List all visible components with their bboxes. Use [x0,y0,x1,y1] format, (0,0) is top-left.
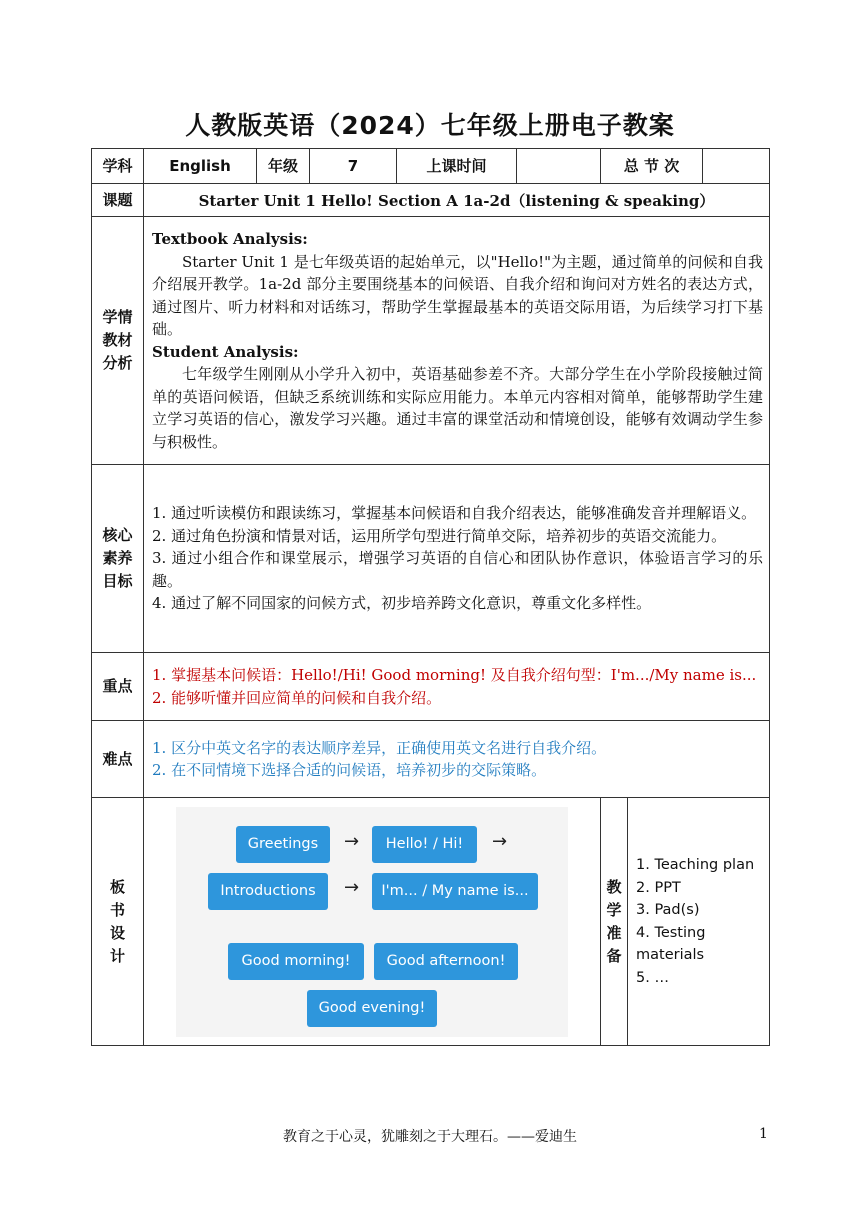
period-label: 总 节 次 [601,149,703,184]
arrow-icon: → [344,876,360,898]
time-label: 上课时间 [397,149,517,184]
student-analysis-text: 七年级学生刚刚从小学升入初中，英语基础参差不齐。大部分学生在小学阶段接触过简单的英语问候语，但缺乏系统训练和实际应用能力。本单元内容相对简单，能够帮助学生建立学习英语的信心，激发学习兴趣。通过丰富的课堂活动和情境创设，能够有效调动学生参与积极性。 [152,365,764,451]
student-analysis-heading: Student Analysis: [152,342,299,361]
chip-greetings: Greetings [236,826,330,863]
analysis-row [92,217,770,465]
time-value [517,149,601,184]
chip-good-afternoon: Good afternoon! [374,943,518,980]
footer-quote: 教育之于心灵，犹雕刻之于大理石。——爱迪生 [283,1129,577,1145]
prep-item-3: 3. Pad(s) [636,902,700,918]
prep-item-4: 4. Testing materials [636,924,706,963]
goals-content [144,465,770,653]
prep-item-5: 5. … [636,969,669,986]
lesson-plan-table [91,148,770,1046]
chip-good-morning: Good morning! [228,943,364,980]
page-number: 1 [759,1126,768,1142]
chip-good-evening: Good evening! [307,990,437,1027]
difficulty-item-1: 1. 区分中英文名字的表达顺序差异，正确使用英文名进行自我介绍。 [152,738,607,757]
textbook-analysis-text: Starter Unit 1 是七年级英语的起始单元，以"Hello!"为主题，通过简单的问候和自我介绍展开教学。1a-2d 部分主要围绕基本的问候语、自我介绍和询问对方姓名的表达方式，通过图片、听力材料和对话练习，帮助学生掌握最基本的英语交际用语，为后续学习打下基础。 [152,252,764,338]
subject-value: English [144,149,257,184]
topic-value: Starter Unit 1 Hello! Section A 1a-2d（listening & speaking） [144,184,770,217]
prep-item-1: 1. Teaching plan [636,857,755,873]
preparation-label: 教 学 准 备 [601,798,628,1046]
period-value [703,149,770,184]
key-point-item-1: 1. 掌握基本问候语：Hello!/Hi! Good morning! 及自我介绍句型：I'm.../My name is... [152,666,757,684]
goal-item-4: 4. 通过了解不同国家的问候方式，初步培养跨文化意识，尊重文化多样性。 [152,594,652,613]
board-design-image [176,807,568,1037]
subject-label: 学科 [92,149,144,184]
key-point-item-2: 2. 能够听懂并回应简单的问候和自我介绍。 [152,688,442,707]
key-points-label: 重点 [92,653,144,721]
goals-label: 核心 素养 目标 [92,465,144,653]
arrow-icon: → [344,830,360,852]
board-row [92,798,770,1046]
chip-im-name: I'm... / My name is... [372,873,538,910]
goal-item-1: 1. 通过听读模仿和跟读练习，掌握基本问候语和自我介绍表达，能够准确发音并理解语义。 [152,504,757,523]
difficulties-label: 难点 [92,721,144,798]
goal-item-2: 2. 通过角色扮演和情景对话，运用所学句型进行简单交际，培养初步的英语交流能力。 [152,526,727,545]
arrow-icon: → [492,830,508,852]
topic-row [92,184,770,217]
preparation-content [628,798,770,1046]
goals-row [92,465,770,653]
goal-item-3: 3. 通过小组合作和课堂展示，增强学习英语的自信心和团队协作意识，体验语言学习的乐趣。 [152,549,764,590]
chip-hello-hi: Hello! / Hi! [372,826,477,863]
key-points-content [144,653,770,721]
grade-value: 7 [310,149,397,184]
grade-label: 年级 [257,149,310,184]
page-title: 人教版英语（2024）七年级上册电子教案 [185,111,675,140]
board-label: 板 书 设 计 [92,798,144,1046]
chip-introductions: Introductions [208,873,328,910]
header-row [92,149,770,184]
prep-item-2: 2. PPT [636,879,681,896]
key-points-row [92,653,770,721]
board-design-cell [144,798,601,1046]
analysis-content [144,217,770,465]
topic-label: 课题 [92,184,144,217]
difficulties-content [144,721,770,798]
textbook-analysis-heading: Textbook Analysis: [152,230,308,248]
difficulties-row [92,721,770,798]
analysis-label: 学情 教材 分析 [92,217,144,465]
difficulty-item-2: 2. 在不同情境下选择合适的问候语，培养初步的交际策略。 [152,761,547,779]
